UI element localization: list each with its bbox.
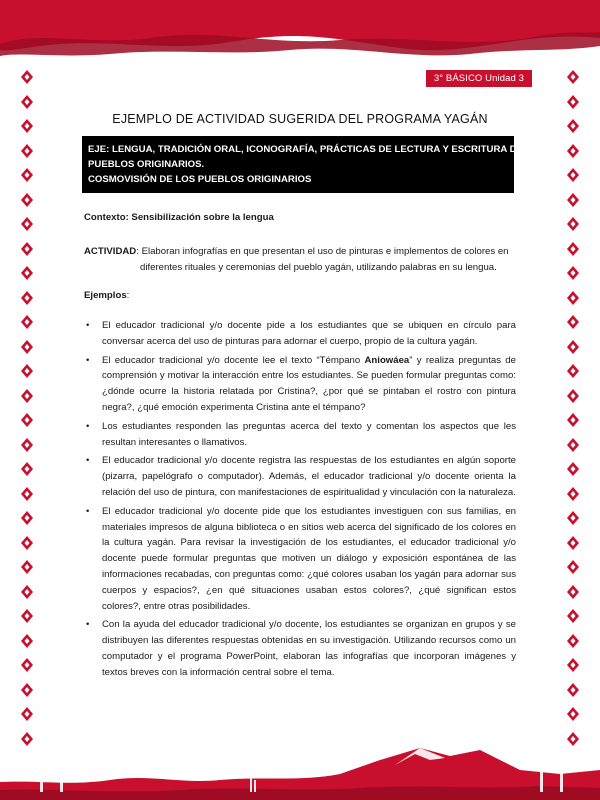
list-item-text: El educador tradicional y/o docente registra las respuestas de los estudiantes en algún soporte (pizarra, papelógrafo o computador). Además, el educador tradicional y/o docente orienta la relación del uso de pintura, con manifestaciones de espiritualidad y vinculación con la naturaleza. [102, 455, 516, 498]
diamond-ornament-icon [567, 193, 579, 207]
eje-box [82, 136, 546, 193]
diamond-ornament-icon [567, 658, 579, 672]
list-item [84, 419, 516, 451]
diamond-ornament-icon [21, 389, 33, 403]
bullet: • [86, 320, 90, 331]
diamond-ornament-icon [21, 168, 33, 182]
eje-line: COSMOVISIÓN DE LOS PUEBLOS ORIGINARIOS [88, 174, 312, 185]
diamond-ornament-icon [567, 438, 579, 452]
right-ornament-border [566, 70, 580, 750]
diamond-ornament-icon [567, 168, 579, 182]
activity-block [84, 244, 520, 276]
bullet: • [86, 505, 90, 517]
diamond-ornament-icon [567, 487, 579, 501]
list-item [84, 617, 516, 680]
diamond-ornament-icon [567, 144, 579, 158]
diamond-ornament-icon [21, 634, 33, 648]
list-item-text: El educador tradicional y/o docente lee el texto “Témpano [102, 354, 365, 366]
diamond-ornament-icon [567, 315, 579, 329]
diamond-ornament-icon [21, 291, 33, 305]
diamond-ornament-icon [567, 536, 579, 550]
grade-unit-badge: 3° BÁSICO Unidad 3 [426, 70, 532, 87]
diamond-ornament-icon [21, 707, 33, 721]
diamond-ornament-icon [21, 95, 33, 109]
list-item-text: El educador tradicional y/o docente pide a los estudiantes que se ubiquen en círculo para conversar acerca del uso de pinturas para adornar el cuerpo, propio de la cultura yagán. [102, 320, 516, 347]
list-item-text: ” y realiza preguntas de comprensión y motivar la interacción entre los estudiantes. Se pueden formular preguntas como: ¿dónde ocurre la historia relatada por Cristina?, ¿por qué se pintaban el rostro con pintura negra?, ¿qué emoción experimenta Cristina ante el témpano? [102, 354, 516, 413]
diamond-ornament-icon [21, 609, 33, 623]
footer-landscape-decoration [0, 730, 600, 800]
page-title: EJEMPLO DE ACTIVIDAD SUGERIDA DEL PROGRAMA YAGÁN [112, 112, 488, 126]
diamond-ornament-icon [21, 438, 33, 452]
diamond-ornament-icon [567, 634, 579, 648]
diamond-ornament-icon [21, 217, 33, 231]
list-item [84, 504, 516, 615]
bullet: • [86, 354, 90, 366]
diamond-ornament-icon [21, 560, 33, 574]
bullet: • [86, 420, 90, 432]
diamond-ornament-icon [21, 487, 33, 501]
diamond-ornament-icon [21, 364, 33, 378]
examples-heading [84, 290, 129, 301]
eje-line: PUEBLOS ORIGINARIOS. [88, 159, 205, 170]
diamond-ornament-icon [567, 683, 579, 697]
diamond-ornament-icon [21, 413, 33, 427]
diamond-ornament-icon [567, 70, 579, 84]
diamond-ornament-icon [567, 462, 579, 476]
diamond-ornament-icon [21, 70, 33, 84]
activity-text: : Elaboran infografías en que presentan el uso de pinturas e implementos de colores en [136, 246, 509, 257]
diamond-ornament-icon [567, 511, 579, 525]
list-item [84, 318, 516, 350]
diamond-ornament-icon [21, 683, 33, 697]
diamond-ornament-icon [21, 144, 33, 158]
list-item-text: Los estudiantes responden las preguntas acerca del texto y comentan los aspectos que les resultan interesantes o llamativos. [102, 420, 516, 448]
activity-text: diferentes rituales y ceremonias del pueblo yagán, utilizando palabras en su lengua. [140, 262, 497, 273]
diamond-ornament-icon [21, 193, 33, 207]
diamond-ornament-icon [21, 658, 33, 672]
diamond-ornament-icon [21, 511, 33, 525]
diamond-ornament-icon [21, 536, 33, 550]
left-ornament-border [20, 70, 34, 750]
diamond-ornament-icon [21, 266, 33, 280]
diamond-ornament-icon [567, 585, 579, 599]
list-item [84, 453, 516, 500]
activity-label: ACTIVIDAD [84, 246, 137, 257]
diamond-ornament-icon [567, 266, 579, 280]
header-wave-decoration [0, 0, 600, 62]
diamond-ornament-icon [21, 340, 33, 354]
examples-list [84, 318, 516, 681]
bullet: • [86, 619, 90, 631]
diamond-ornament-icon [567, 413, 579, 427]
list-item [84, 353, 516, 416]
diamond-ornament-icon [567, 364, 579, 378]
diamond-ornament-icon [567, 217, 579, 231]
diamond-ornament-icon [21, 242, 33, 256]
list-item-text: Con la ayuda del educador tradicional y/o docente, los estudiantes se organizan en grupos y se distribuyen las diferentes respuestas obtenidas en su investigación. Utilizando recursos como un computador y el programa PowerPoint, elaboran las infografías que incorporan imágenes y textos breves con la información central sobre el tema. [102, 619, 516, 678]
bullet: • [86, 455, 90, 467]
diamond-ornament-icon [567, 340, 579, 354]
diamond-ornament-icon [21, 585, 33, 599]
eje-line: EJE: LENGUA, TRADICIÓN ORAL, ICONOGRAFÍA, PRÁCTICAS DE LECTURA Y ESCRITURA DE LOS [88, 144, 546, 155]
list-item-text: El educador tradicional y/o docente pide que los estudiantes investiguen con sus familias, en materiales impresos de alguna biblioteca o en sitios web acerca del significado de los colores en la cultura yagán. Para revisar la investigación de los estudiantes, el educador tradicional y/o docente puede formular preguntas que motiven un diálogo y exposición espontánea de las informaciones recabadas, con preguntas como: ¿qué colores usaban los yagán para adornar sus cuerpos y espacios?, ¿en qué situaciones usaban estos colores?, ¿qué significan estos colores?, entre otras posibilidades. [102, 505, 516, 612]
examples-colon: : [126, 290, 130, 301]
diamond-ornament-icon [567, 389, 579, 403]
diamond-ornament-icon [567, 707, 579, 721]
examples-label: Ejemplos [84, 290, 127, 301]
diamond-ornament-icon [21, 462, 33, 476]
context-heading: Contexto: Sensibilización sobre la lengua [84, 212, 274, 223]
diamond-ornament-icon [567, 95, 579, 109]
list-item-bold: Aniowáea [364, 354, 410, 366]
diamond-ornament-icon [567, 291, 579, 305]
diamond-ornament-icon [567, 242, 579, 256]
diamond-ornament-icon [21, 315, 33, 329]
diamond-ornament-icon [567, 609, 579, 623]
diamond-ornament-icon [567, 560, 579, 574]
